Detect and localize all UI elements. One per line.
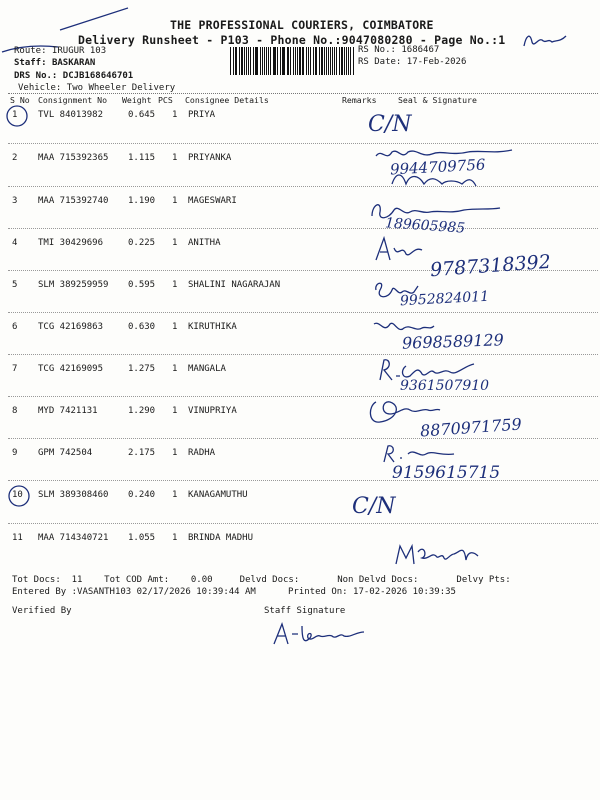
signature-scribble — [372, 144, 522, 194]
cell-pcs: 1 — [172, 448, 178, 458]
cell-pcs: 1 — [172, 533, 178, 543]
cell-sno: 10 — [12, 490, 23, 500]
phone-row8: 9361507910 — [400, 378, 490, 394]
phone-row5: 9787318392 — [429, 250, 552, 282]
cell-pcs: 1 — [172, 364, 178, 374]
cell-sno: 9 — [12, 448, 18, 458]
company-title: THE PROFESSIONAL COURIERS, COIMBATORE — [170, 18, 434, 32]
col-sno: S No — [10, 95, 30, 105]
printed-on: Printed On: 17-02-2026 10:39:35 — [288, 587, 456, 597]
signature-scribble — [366, 396, 446, 428]
cell-pcs: 1 — [172, 196, 178, 206]
cell-weight: 0.630 — [128, 322, 156, 332]
drs-field: DRS No.: DCJB168646701 — [14, 71, 134, 81]
col-pcs: PCS — [158, 95, 173, 105]
cell-sno: 2 — [12, 153, 18, 163]
cell-consignment: MAA 715392740 — [38, 196, 109, 206]
cell-weight: 0.595 — [128, 280, 156, 290]
row-separator — [8, 396, 598, 397]
col-remarks: Remarks — [342, 95, 377, 105]
col-consignee: Consignee Details — [185, 95, 269, 105]
table-header — [8, 95, 598, 109]
cell-pcs: 1 — [172, 490, 178, 500]
pen-initials-top-right — [520, 28, 580, 54]
row-separator — [8, 228, 598, 229]
col-seal: Seal & Signature — [398, 95, 477, 105]
rs-no-field: RS No.: 1686467 — [358, 45, 440, 55]
cell-consignment: MAA 714340721 — [38, 533, 109, 543]
cell-consignee: PRIYANKA — [188, 153, 232, 163]
cell-sno: 8 — [12, 406, 18, 416]
cell-sno: 11 — [12, 533, 23, 543]
cell-consignee: PRIYA — [188, 110, 216, 120]
phone-row7: 9698589129 — [401, 330, 505, 353]
cell-sno: 1 — [12, 110, 18, 120]
row-separator — [8, 438, 598, 439]
signature-scribble — [372, 234, 432, 264]
cell-consignment: TCG 42169863 — [38, 322, 104, 332]
cell-sno: 7 — [12, 364, 18, 374]
runsheet-title: Delivery Runsheet - P103 - Phone No.:9047080280 - Page No.:1 — [78, 33, 506, 47]
row-separator — [8, 523, 598, 524]
cell-consignment: MAA 715392365 — [38, 153, 109, 163]
cell-consignee: ANITHA — [188, 238, 221, 248]
signature-scribble — [372, 276, 432, 304]
remark-cn-row1: C/N — [368, 112, 412, 137]
remark-cn-row10: C/N — [352, 494, 396, 519]
phone-row2: 9944709756 — [389, 155, 486, 179]
barcode — [230, 47, 354, 75]
cell-weight: 0.645 — [128, 110, 156, 120]
cell-pcs: 1 — [172, 153, 178, 163]
signature-scribble — [374, 356, 484, 384]
phone-row6: 9952824011 — [399, 288, 490, 310]
cell-consignee: BRINDA MADHU — [188, 533, 254, 543]
col-consignment: Consignment No — [38, 95, 108, 105]
cell-weight: 2.175 — [128, 448, 156, 458]
vehicle-field: Vehicle: Two Wheeler Delivery — [18, 83, 176, 93]
totals-line: Tot Docs: 11 Tot COD Amt: 0.00 Delvd Docs: Non Delvd Docs: Delvy Pts: — [12, 575, 511, 585]
signature-scribble — [392, 540, 482, 568]
cell-consignment: GPM 742504 — [38, 448, 93, 458]
cell-consignment: TMI 30429696 — [38, 238, 104, 248]
cell-consignment: TVL 84013982 — [38, 110, 104, 120]
phone-row3: 189605985 — [384, 215, 466, 237]
cell-consignee: MAGESWARI — [188, 196, 237, 206]
cell-sno: 4 — [12, 238, 18, 248]
phone-extra: 9159615715 — [392, 463, 501, 483]
col-weight: Weight — [122, 95, 152, 105]
cell-weight: 1.290 — [128, 406, 156, 416]
rs-date-field: RS Date: 17-Feb-2026 — [358, 57, 467, 67]
cell-weight: 1.275 — [128, 364, 156, 374]
cell-pcs: 1 — [172, 280, 178, 290]
cell-consignment: SLM 389308460 — [38, 490, 109, 500]
row-separator — [8, 354, 598, 355]
route-field: Route: IRUGUR 103 — [14, 46, 107, 56]
phone-row9: 8870971759 — [419, 414, 523, 441]
cell-pcs: 1 — [172, 110, 178, 120]
cell-pcs: 1 — [172, 322, 178, 332]
cell-weight: 1.190 — [128, 196, 156, 206]
pen-circle — [7, 484, 33, 508]
cell-consignment: SLM 389259959 — [38, 280, 109, 290]
header-rule — [8, 93, 598, 94]
row-separator — [8, 312, 598, 313]
staff-field: Staff: BASKARAN — [14, 58, 96, 68]
cell-weight: 1.055 — [128, 533, 156, 543]
staff-signature-label: Staff Signature — [264, 606, 346, 616]
cell-consignee: SHALINI NAGARAJAN — [188, 280, 281, 290]
cell-sno: 5 — [12, 280, 18, 290]
signature-scribble — [370, 316, 440, 342]
cell-consignee: KIRUTHIKA — [188, 322, 237, 332]
pen-circle — [5, 104, 31, 128]
signature-scribble — [368, 196, 508, 226]
signature-scribble — [380, 442, 460, 464]
cell-sno: 6 — [12, 322, 18, 332]
entered-by: Entered By :VASANTH103 02/17/2026 10:39:44 AM — [12, 587, 256, 597]
cell-pcs: 1 — [172, 238, 178, 248]
cell-weight: 0.240 — [128, 490, 156, 500]
cell-pcs: 1 — [172, 406, 178, 416]
staff-signature-scribble — [270, 620, 380, 650]
cell-consignment: MYD 7421131 — [38, 406, 98, 416]
cell-consignee: MANGALA — [188, 364, 226, 374]
cell-weight: 0.225 — [128, 238, 156, 248]
cell-weight: 1.115 — [128, 153, 156, 163]
row-separator — [8, 480, 598, 481]
cell-sno: 3 — [12, 196, 18, 206]
cell-consignee: KANAGAMUTHU — [188, 490, 248, 500]
verified-by-label: Verified By — [12, 606, 72, 616]
cell-consignment: TCG 42169095 — [38, 364, 104, 374]
cell-consignee: RADHA — [188, 448, 216, 458]
cell-consignee: VINUPRIYA — [188, 406, 237, 416]
